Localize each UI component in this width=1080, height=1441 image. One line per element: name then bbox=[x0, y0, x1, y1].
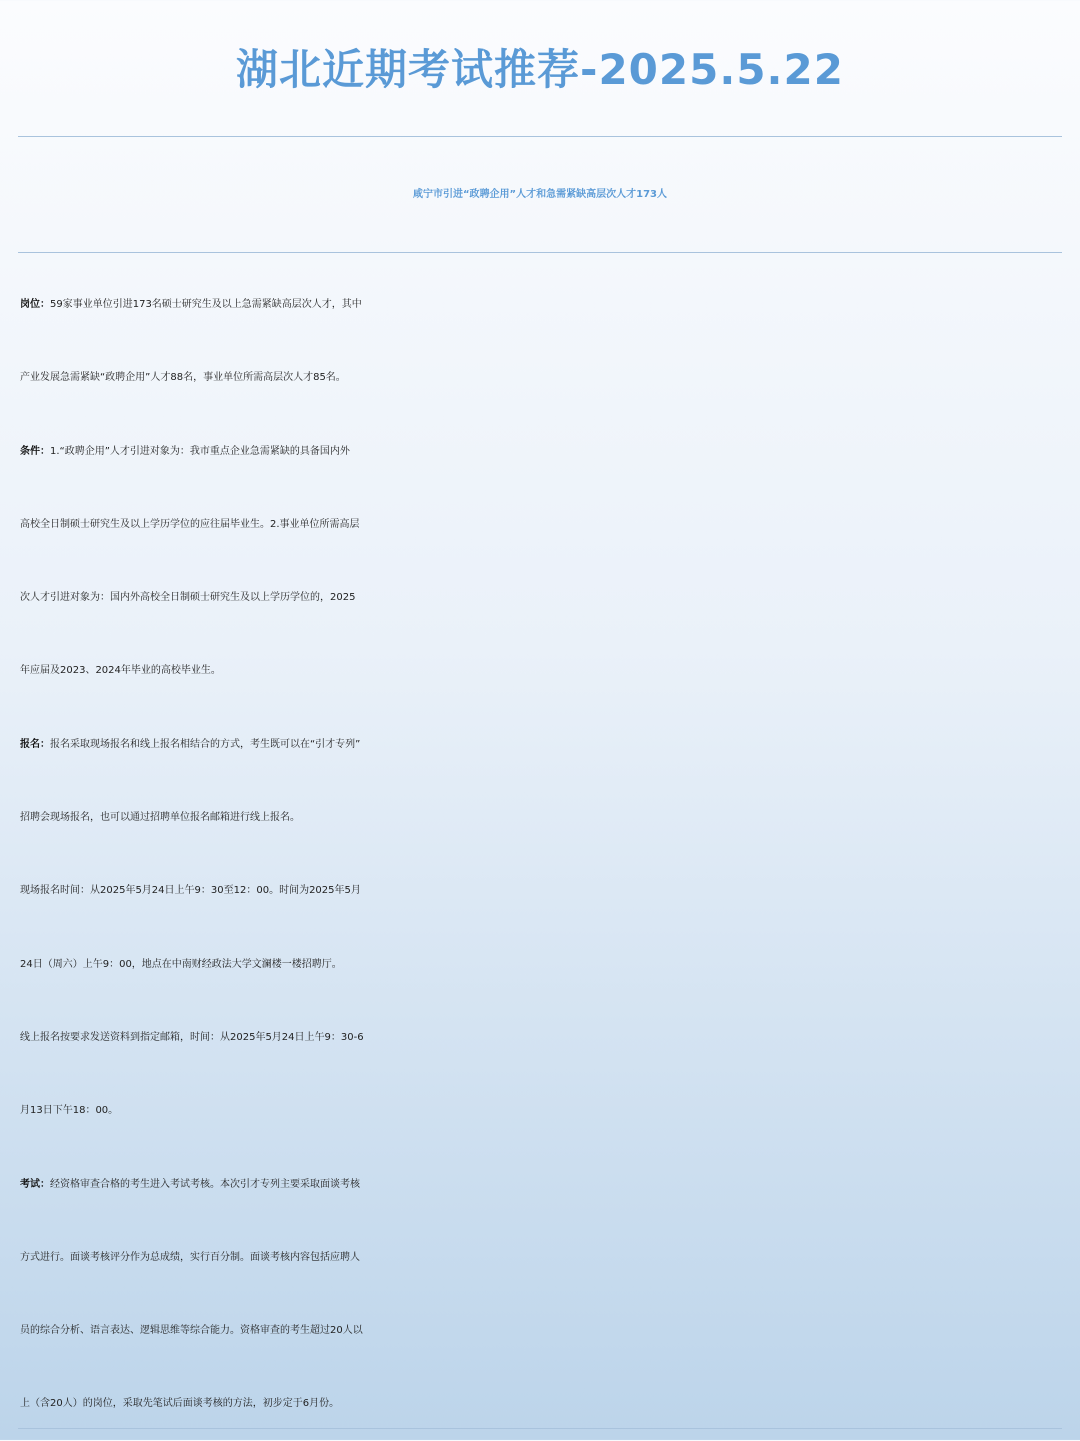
line-conditions-3 bbox=[20, 561, 1070, 634]
text-positions-1: 59家事业单位引进173名硕士研究生及以上急需紧缺高层次人才，其中 bbox=[50, 299, 362, 310]
job-subtitle: 咸宁市引进“政聘企用”人才和急需紧缺高层次人才173人 bbox=[412, 189, 668, 200]
text-online-time-1: 线上报名按要求发送资料到指定邮箱，时间：从2025年5月24日上午9：30-6 bbox=[20, 1031, 364, 1043]
line-conditions-2 bbox=[20, 488, 1070, 561]
title-divider bbox=[18, 136, 1062, 137]
footer-divider bbox=[18, 1428, 1062, 1429]
article-body bbox=[20, 268, 1070, 1441]
text-exam-4: 上（含20人）的岗位，采取先笔试后面谈考核的方法，初步定于6月份。 bbox=[20, 1398, 340, 1410]
text-online-time-2: 月13日下午18：00。 bbox=[20, 1105, 119, 1117]
label-registration: 报名： bbox=[20, 738, 50, 750]
line-online-time-1 bbox=[20, 1001, 1070, 1074]
text-exam-3: 员的综合分析、语言表达、逻辑思维等综合能力。资格审查的考生超过20人以 bbox=[20, 1325, 363, 1337]
line-onsite-time-1 bbox=[20, 854, 1070, 927]
line-exam-4 bbox=[20, 1367, 1070, 1440]
line-conditions-1 bbox=[20, 415, 1070, 488]
line-onsite-time-2 bbox=[20, 928, 1070, 1001]
line-online-time-2 bbox=[20, 1074, 1070, 1147]
line-conditions-4 bbox=[20, 634, 1070, 707]
line-registration-1 bbox=[20, 708, 1070, 781]
subtitle-divider bbox=[18, 252, 1062, 253]
text-onsite-time-1: 现场报名时间：从2025年5月24日上午9：30至12：00。时间为2025年5月 bbox=[20, 885, 361, 897]
text-registration-2: 招聘会现场报名，也可以通过招聘单位报名邮箱进行线上报名。 bbox=[20, 812, 300, 824]
text-exam-1: 经资格审查合格的考生进入考试考核。本次引才专列主要采取面谈考核 bbox=[50, 1178, 360, 1190]
text-conditions-2: 高校全日制硕士研究生及以上学历学位的应往届毕业生。2.事业单位所需高层 bbox=[20, 518, 360, 530]
line-exam-3 bbox=[20, 1294, 1070, 1367]
text-exam-2: 方式进行。面谈考核评分作为总成绩，实行百分制。面谈考核内容包括应聘人 bbox=[20, 1251, 360, 1263]
text-conditions-4: 年应届及2023、2024年毕业的高校毕业生。 bbox=[20, 665, 221, 677]
text-registration-1: 报名采取现场报名和线上报名相结合的方式，考生既可以在“引才专列” bbox=[50, 738, 361, 750]
label-positions: 岗位： bbox=[20, 299, 50, 310]
text-conditions-3: 次人才引进对象为：国内外高校全日制硕士研究生及以上学历学位的，2025 bbox=[20, 592, 356, 604]
line-exam-2 bbox=[20, 1221, 1070, 1294]
label-conditions: 条件： bbox=[20, 445, 50, 457]
line-positions-2 bbox=[20, 341, 1070, 414]
line-positions-1 bbox=[20, 268, 1070, 341]
text-positions-2: 产业发展急需紧缺“政聘企用”人才88名，事业单位所需高层次人才85名。 bbox=[20, 372, 346, 384]
page-title: 湖北近期考试推荐-2025.5.22 bbox=[236, 45, 844, 94]
text-conditions-1: 1.“政聘企用”人才引进对象为：我市重点企业急需紧缺的具备国内外 bbox=[50, 445, 350, 457]
label-exam: 考试： bbox=[20, 1178, 50, 1190]
line-exam-1 bbox=[20, 1148, 1070, 1221]
text-onsite-time-2: 24日（周六）上午9：00，地点在中南财经政法大学文澜楼一楼招聘厅。 bbox=[20, 958, 342, 970]
line-registration-2 bbox=[20, 781, 1070, 854]
